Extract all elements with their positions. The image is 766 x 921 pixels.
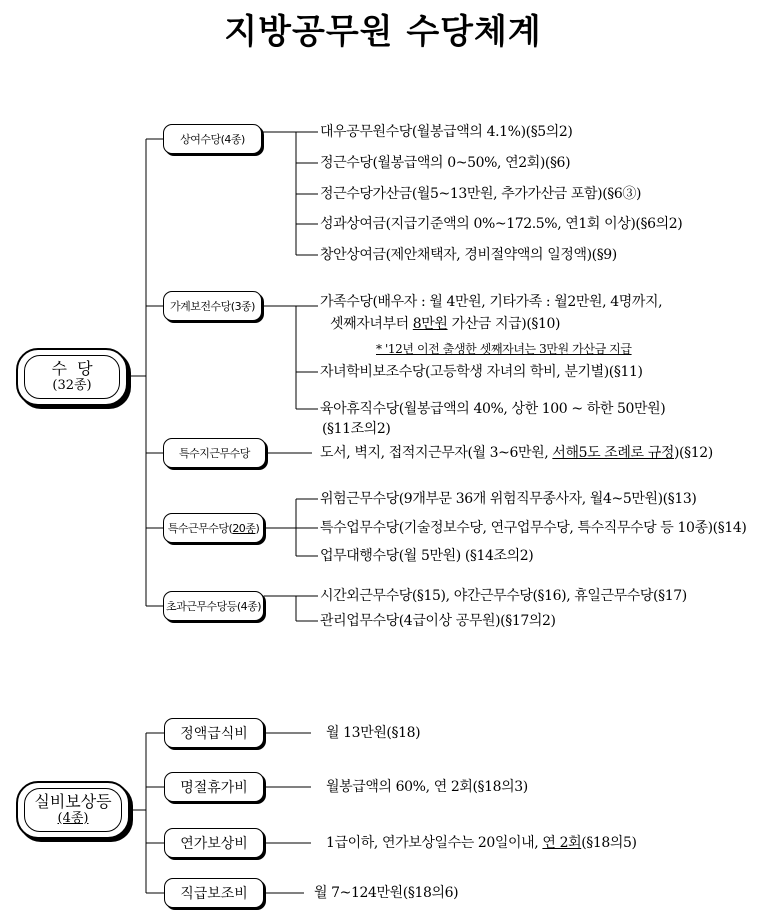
bonus-item: 대우공무원수당(월봉급액의 4.1%)(§5의2) [320, 124, 573, 140]
root-count: (32종) [52, 377, 92, 393]
bonus-item: 정근수당가산금(월5~13만원, 추가가산금 포함)(§6③) [320, 186, 642, 202]
bonus-item: 정근수당(월봉급액의 0~50%, 연2회)(§6) [320, 155, 571, 171]
category-bonus-allowance: 상여수당(4종) [163, 124, 262, 154]
special-duty-item: 위험근무수당(9개부문 36개 위험직무종사자, 월4~5만원)(§13) [320, 491, 697, 507]
root-name: 수 당 [51, 359, 93, 379]
position-subsidy-item: 월 7~124만원(§18의6) [314, 885, 459, 901]
family-allowance-line2: 셋째자녀부터 8만원 가산금 지급)(§10) [330, 316, 561, 332]
category-overtime-allowance: 초과근무수당등(4종) [163, 591, 264, 621]
root-node-silbi [16, 781, 130, 839]
overtime-item: 시간외근무수당(§15), 야간근무수당(§16), 휴일근무수당(§17) [320, 588, 687, 604]
family-allowance-line1: 가족수당(배우자 : 월 4만원, 기타가족 : 월2만원, 4명까지, [320, 294, 663, 310]
root-count: (4종) [57, 810, 89, 826]
holiday-bonus-item: 월봉급액의 60%, 연 2회(§18의3) [326, 779, 528, 795]
category-position-subsidy: 직급보조비 [164, 878, 264, 908]
root-node-sudang [16, 348, 128, 406]
overtime-item: 관리업무수당(4급이상 공무원)(§17의2) [320, 613, 556, 629]
category-special-area-allowance: 특수지근무수당 [163, 438, 266, 468]
category-holiday-bonus: 명절휴가비 [164, 772, 264, 802]
bonus-item: 창안상여금(제안채택자, 경비절약액의 일정액)(§9) [320, 247, 617, 263]
annual-leave-item: 1급이하, 연가보상일수는 20일이내, 연 2회(§18의5) [326, 835, 637, 851]
category-special-duty-allowance: 특수근무수당( 20종 ) [163, 513, 264, 543]
parental-leave-line2: (§11조의2) [322, 421, 391, 437]
category-household-allowance: 가계보전수당(3종) [163, 291, 262, 321]
special-duty-item: 특수업무수당(기술정보수당, 연구업무수당, 특수직무수당 등 10종)(§14) [320, 520, 747, 536]
root-name: 실비보상등 [34, 792, 112, 812]
special-area-item: 도서, 벽지, 접적지근무자(월 3~6만원, 서해5도 조례로 규정)(§12) [320, 445, 713, 461]
family-allowance-note: * '12년 이전 출생한 셋째자녀는 3만원 가산금 지급 [376, 342, 632, 356]
category-meal-allowance: 정액급식비 [164, 718, 264, 748]
bonus-item: 성과상여금(지급기준액의 0%~172.5%, 연1회 이상)(§6의2) [320, 216, 683, 232]
category-annual-leave-compensation: 연가보상비 [164, 828, 264, 858]
household-item: 자녀학비보조수당(고등학생 자녀의 학비, 분기별)(§11) [320, 364, 643, 380]
special-duty-item: 업무대행수당(월 5만원) (§14조의2) [320, 548, 534, 564]
parental-leave-line1: 육아휴직수당(월봉급액의 40%, 상한 100 ~ 하한 50만원) [320, 401, 666, 417]
meal-allowance-item: 월 13만원(§18) [326, 725, 421, 741]
page-title: 지방공무원 수당체계 [224, 12, 542, 52]
